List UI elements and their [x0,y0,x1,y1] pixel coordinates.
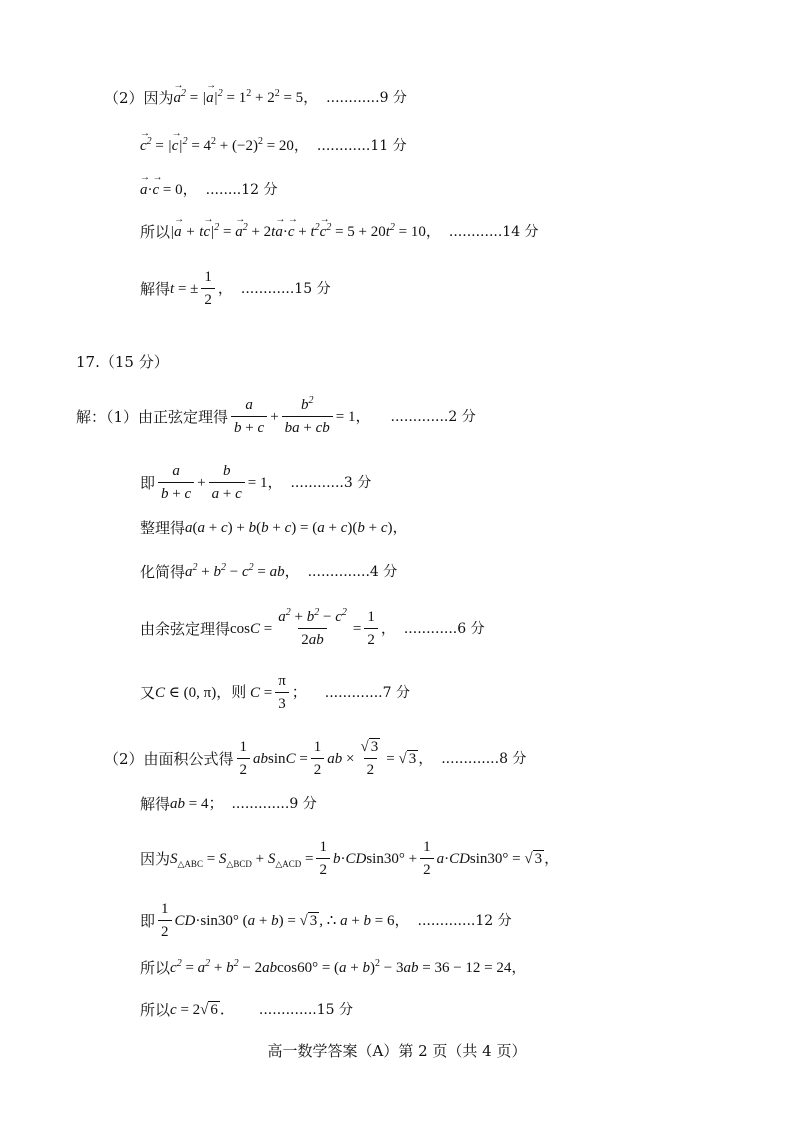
question-17-header: 17.（15 分） [76,353,169,371]
math-expression: C ∈ (0, π)，则 C = [155,684,273,701]
score-marker: .............9 分 [231,796,317,812]
fraction: $\frac{a}{b + c}$ [231,396,267,437]
fraction: $\frac{1}{2}$ [158,900,172,941]
score-marker: ............3 分 [290,474,372,491]
score-marker: .............12 分 [417,912,512,929]
math-expression: |→ $a + t\to c|^2$ = → $a^2 + 2t\to a\cdot\to c + t^2\to c^2 = 5 + 20t^2 = 10$， [170,220,441,244]
fraction: $\frac{√ 3}{2}$ [360,739,379,778]
answer-line-ab-value: 解得 ab = 4； .............9 分 [140,792,317,816]
fraction: $\frac{a^2 + b^2 - c^2}{2ab}$ [278,607,347,648]
math-expression: → a·→ c = 0， [140,178,198,202]
answer-line-cosine-rule: 由余弦定理得 cos C = $\frac{a^2 + b^2 - c^2}{2ab}$ = $\frac{1}{2}$ ， ............6 分 [140,607,485,648]
answer-line-dot-product [140,178,278,202]
answer-line-c-squared: 所以 $c^2 = a^2 + b^2 - 2abcos60^\circ = (a + b)^2 - 3ab = 36 - 12 = 24$， [140,956,526,980]
answer-line-simplify: 化简得 $a^2 + b^2 - c^2$ = ab， ..............4 分 [140,560,397,584]
fraction: $\frac{1}{2}$ [364,608,378,649]
math-expression: a(a + c) + b(b + c) = (a + c)(b + c)， [185,520,408,536]
score-marker: ............14 分 [448,224,539,240]
score-marker: ............15 分 [240,280,331,297]
fraction: $\frac{\pi}{3}$ [275,672,289,713]
score-marker: ............9 分 [326,90,407,106]
score-marker: ............6 分 [403,620,485,637]
math-expression: ab = 4； [170,796,224,812]
answer-line-simplified-ratio: 即 $\frac{a}{b + c}$ + $\frac{b}{a + c}$ = 1， ............3 分 [140,463,372,502]
page-footer: 高一数学答案（A）第 2 页（共 4 页） [267,1042,527,1060]
score-marker: .............8 分 [441,750,527,767]
math-expression: t = ± [170,280,199,297]
score-marker: ........12 分 [205,182,278,198]
answer-line-vector-c [140,134,407,158]
answer-line-2-vector-a: （2）因为 → $a^2$ = |→ $a|^2 = 1^2 + 2^2 = 5$， ............9 分 [104,86,407,110]
fraction: $\frac{b^2}{ba + cb}$ [282,396,333,437]
fraction: $\frac{b}{a + c}$ [209,462,245,503]
fraction: $\frac{1}{2}$ [316,838,330,879]
fraction: $\frac{1}{2}$ [201,268,215,309]
score-marker: .............2 分 [390,408,476,425]
fraction: $\frac{1}{2}$ [237,738,251,779]
answer-line-norm-sum: 所以 |→ $a + t\to c|^2$ = → $a^2 + 2t\to a\cdot\to c + t^2\to c^2 = 5 + 20t^2 = 10$， ............14 分 [140,220,539,244]
fraction: $\frac{1}{2}$ [420,838,434,879]
score-marker: ..............4 分 [307,564,398,580]
math-expression: $c^2 = a^2 + b^2 - 2abcos60^\circ = (a + b)^2 - 3ab = 36 - 12 = 24$， [170,958,527,976]
answer-line-area-split: 因为 $S_{\triangle ABC} = S_{\triangle BCD} + S_{\triangle ACD}$ = $\frac{1}{2}$ b·CDsin30° + $\frac{1}{2}$ a·CDsin30° = √ 3 ， [140,839,560,878]
score-marker: .............7 分 [324,684,410,701]
answer-line-rearrange: 整理得 a(a + c) + b(b + c) = (a + c)(b + c)， [140,516,408,540]
math-expression: → $c^2$ = |→ $c|^2 = 4^2 + (-2)^2 = 20$， [140,134,309,158]
answer-line-area-formula: （2）由面积公式得 $\frac{1}{2}$ absinC = $\frac{1}{2}$ ab × $\frac{√ 3}{2}$ = √ 3 ， .............8 分 [104,739,527,778]
math-expression: $a^2 + b^2 - c^2$ = ab， [185,562,300,580]
fraction: $\frac{1}{2}$ [311,738,325,779]
math-expression: c = 2√ 6 ． [170,1002,235,1018]
answer-line-angle-c: 又 C ∈ (0, π)，则 C = $\frac{\pi}{3}$ ； .............7 分 [140,673,410,712]
fraction: $\frac{a}{b + c}$ [158,462,194,503]
answer-line-sine-rule: 解：（1）由正弦定理得 $\frac{a}{b + c}$ + $\frac{b^2}{ba + cb}$ = 1， .............2 分 [76,395,476,436]
score-marker: .............15 分 [258,1002,354,1018]
math-expression: → $a^2$ = |→ $a|^2 = 1^2 + 2^2 = 5$， [174,86,319,110]
answer-line-sum-ab: 即 $\frac{1}{2}$ CD·sin30° (a + b) = √ 3 , ∴ a + b = 6， .............12 分 [140,901,512,940]
answer-line-c-value: 所以 c = 2√ 6 ． .............15 分 [140,998,353,1022]
score-marker: ............11 分 [316,138,407,154]
math-expression: $S_{\triangle ABC} = S_{\triangle BCD} + S_{\triangle ACD}$ = [170,850,314,869]
answer-line-solve-t: 解得 t = ± $\frac{1}{2}$ ， ............15 分 [140,269,331,308]
